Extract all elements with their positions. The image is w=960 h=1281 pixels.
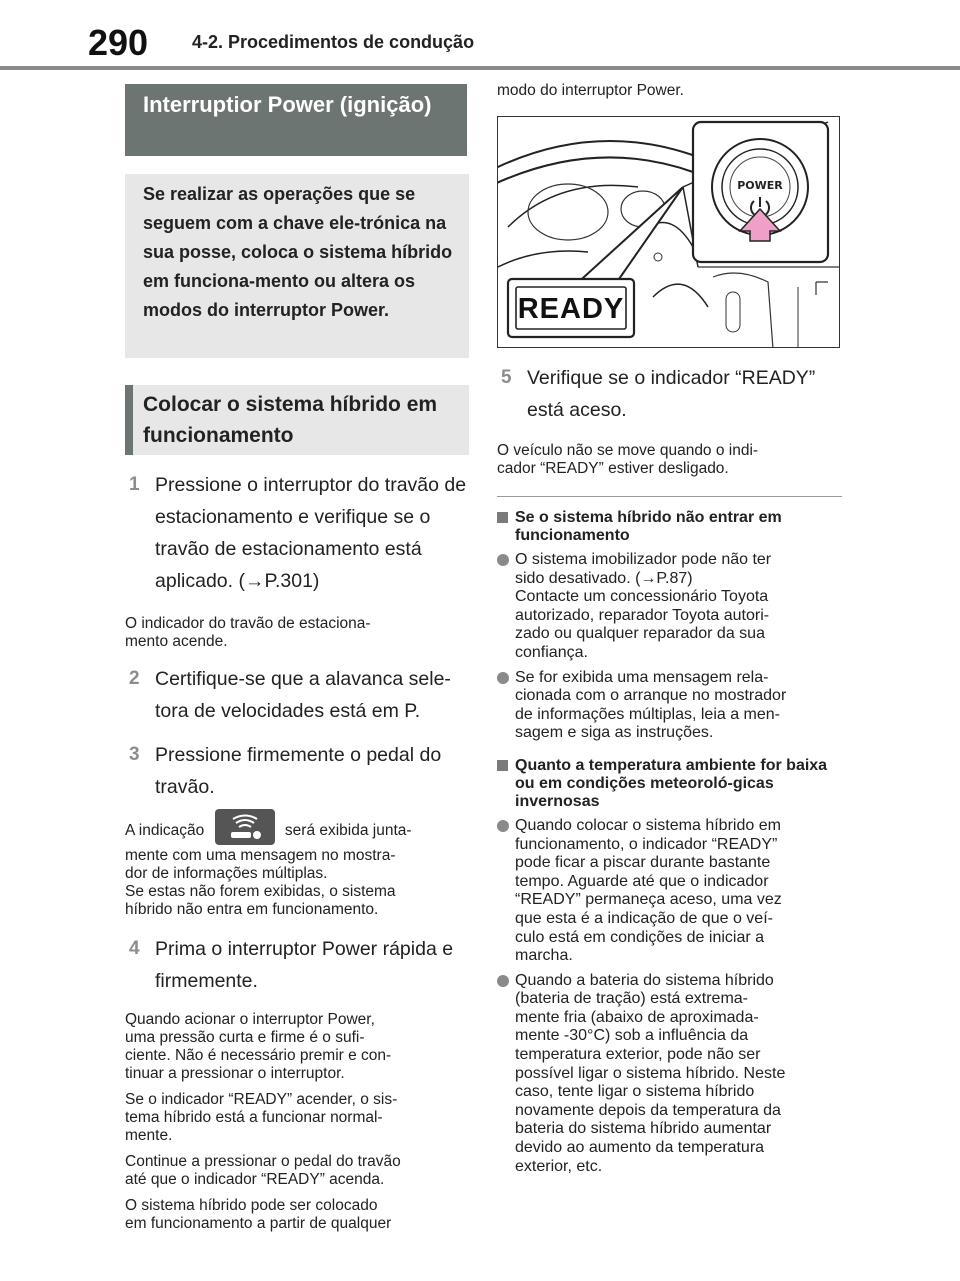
info-item — [497, 669, 842, 743]
info-heading-text: Quanto a temperatura ambiente for baixa ou em condições meteoroló-gicas invernosas — [515, 756, 828, 810]
step-number: 4 — [129, 938, 140, 959]
ready-label: READY — [517, 293, 625, 325]
step-4-note-2: Se o indicador “READY” acender, o sis- tema híbrido está a funcionar normal- mente. — [125, 1091, 398, 1144]
info-text: Se for exibida uma mensagem rela- cionada com o arranque no mostrador de informações múltiplas, leia a men- sagem e siga as instruções. — [515, 668, 787, 742]
step-3 — [125, 739, 469, 803]
step-5-note: O veículo não se move quando o indi- cador “READY” estiver desligado. — [497, 442, 759, 477]
square-bullet-icon — [497, 760, 508, 771]
info-text: Quando a bateria do sistema híbrido (bateria de tração) está extrema- mente fria (abaixo de aproximada- mente -30°C) sob a influência da temperatura exterior, pode não ser possível ligar o sistema híbrido. Neste caso, tente ligar o sistema híbrido novamente depois da temperatura da bateria do sistema híbrido aumentar devido ao aumento da temperatura exterior, etc. — [515, 971, 786, 1175]
brake-warning-icon — [215, 809, 275, 845]
step-text: Prima o interruptor Power rápida e firmemente. — [155, 938, 454, 992]
info-text: O sistema imobilizador pode não ter sido desativado. (→P.87) Contacte um concessionário Toyota autorizado, reparador Toyota autori- zado ou qualquer reparador da sua confiança. — [515, 551, 772, 661]
square-bullet-icon — [497, 512, 508, 523]
step-1-note: O indicador do travão de estaciona- mento acende. — [125, 615, 371, 650]
step-number: 5 — [501, 367, 512, 388]
step-text: Pressione o interruptor do travão de estacionamento e verifique se o travão de estacionamento está aplicado. (→P.301) — [155, 474, 467, 592]
info-text: Quando colocar o sistema híbrido em funcionamento, o indicador “READY” pode ficar a piscar durante bastante tempo. Aguarde até que o indicador “READY” permaneça aceso, uma vez que esta é a indicação de que o veí- culo está em condições de iniciar a marcha. — [515, 816, 782, 965]
section-title: 4-2. Procedimentos de condução — [192, 32, 475, 52]
subsection-heading: Colocar o sistema híbrido em funcionamento — [125, 385, 469, 455]
note-text: mente com uma mensagem no mostra- dor de informações múltiplas. Se estas não forem exibidas, o sistema híbrido não entra em funcionamento. — [125, 847, 396, 918]
step-number: 3 — [129, 744, 140, 765]
bullet-dot-icon — [497, 554, 509, 566]
step-4 — [125, 933, 469, 997]
bullet-dot-icon — [497, 672, 509, 684]
note-text: será exibida junta- — [284, 822, 412, 840]
power-label: POWER — [737, 179, 783, 192]
info-item — [497, 972, 842, 1177]
intro-box: Se realizar as operações que se seguem com a chave ele-trónica na sua posse, coloca o sistema híbrido em funciona-mento ou altera os modos do interruptor Power. — [125, 174, 469, 358]
page-header — [0, 0, 960, 70]
info-item — [497, 551, 842, 663]
step-1 — [125, 469, 469, 597]
header-rule — [0, 66, 960, 70]
info-heading-text: Se o sistema híbrido não entrar em funcionamento — [515, 509, 782, 544]
note-text: A indicação — [125, 822, 205, 840]
right-column — [497, 80, 842, 1176]
dashboard-drawing — [498, 117, 840, 348]
page-number: 290 — [88, 22, 149, 63]
step-4-note-4: O sistema híbrido pode ser colocado em funcionamento a partir de qualquer — [125, 1197, 392, 1232]
info-item — [497, 817, 842, 966]
step-text: Pressione firmemente o pedal do travão. — [155, 744, 442, 798]
step-number: 1 — [129, 474, 140, 495]
step-text: Verifique se o indicador “READY” está aceso. — [527, 367, 816, 421]
bullet-dot-icon — [497, 975, 509, 987]
step-number: 2 — [129, 668, 140, 689]
bullet-dot-icon — [497, 820, 509, 832]
section-heading: Interruptior Power (ignição) — [125, 84, 467, 156]
power-switch-illustration — [497, 116, 840, 348]
step-text: Certifique-se que a alavanca sele-tora de velocidades está em P. — [155, 668, 451, 722]
step-3-note — [125, 817, 469, 919]
step-5 — [497, 362, 842, 426]
step-4-note-1: Quando acionar o interruptor Power, uma pressão curta e firme é o sufi- ciente. Não é necessário premir e con- tinuar a pressionar o interruptor. — [125, 1011, 392, 1082]
info-heading-2 — [497, 757, 842, 811]
info-heading-1 — [497, 509, 842, 545]
step-2 — [125, 663, 469, 727]
left-column — [125, 84, 469, 1233]
divider — [497, 496, 842, 497]
step-4-note-3: Continue a pressionar o pedal do travão até que o indicador “READY” acenda. — [125, 1153, 401, 1188]
continuation-text: modo do interruptor Power. — [497, 82, 684, 99]
